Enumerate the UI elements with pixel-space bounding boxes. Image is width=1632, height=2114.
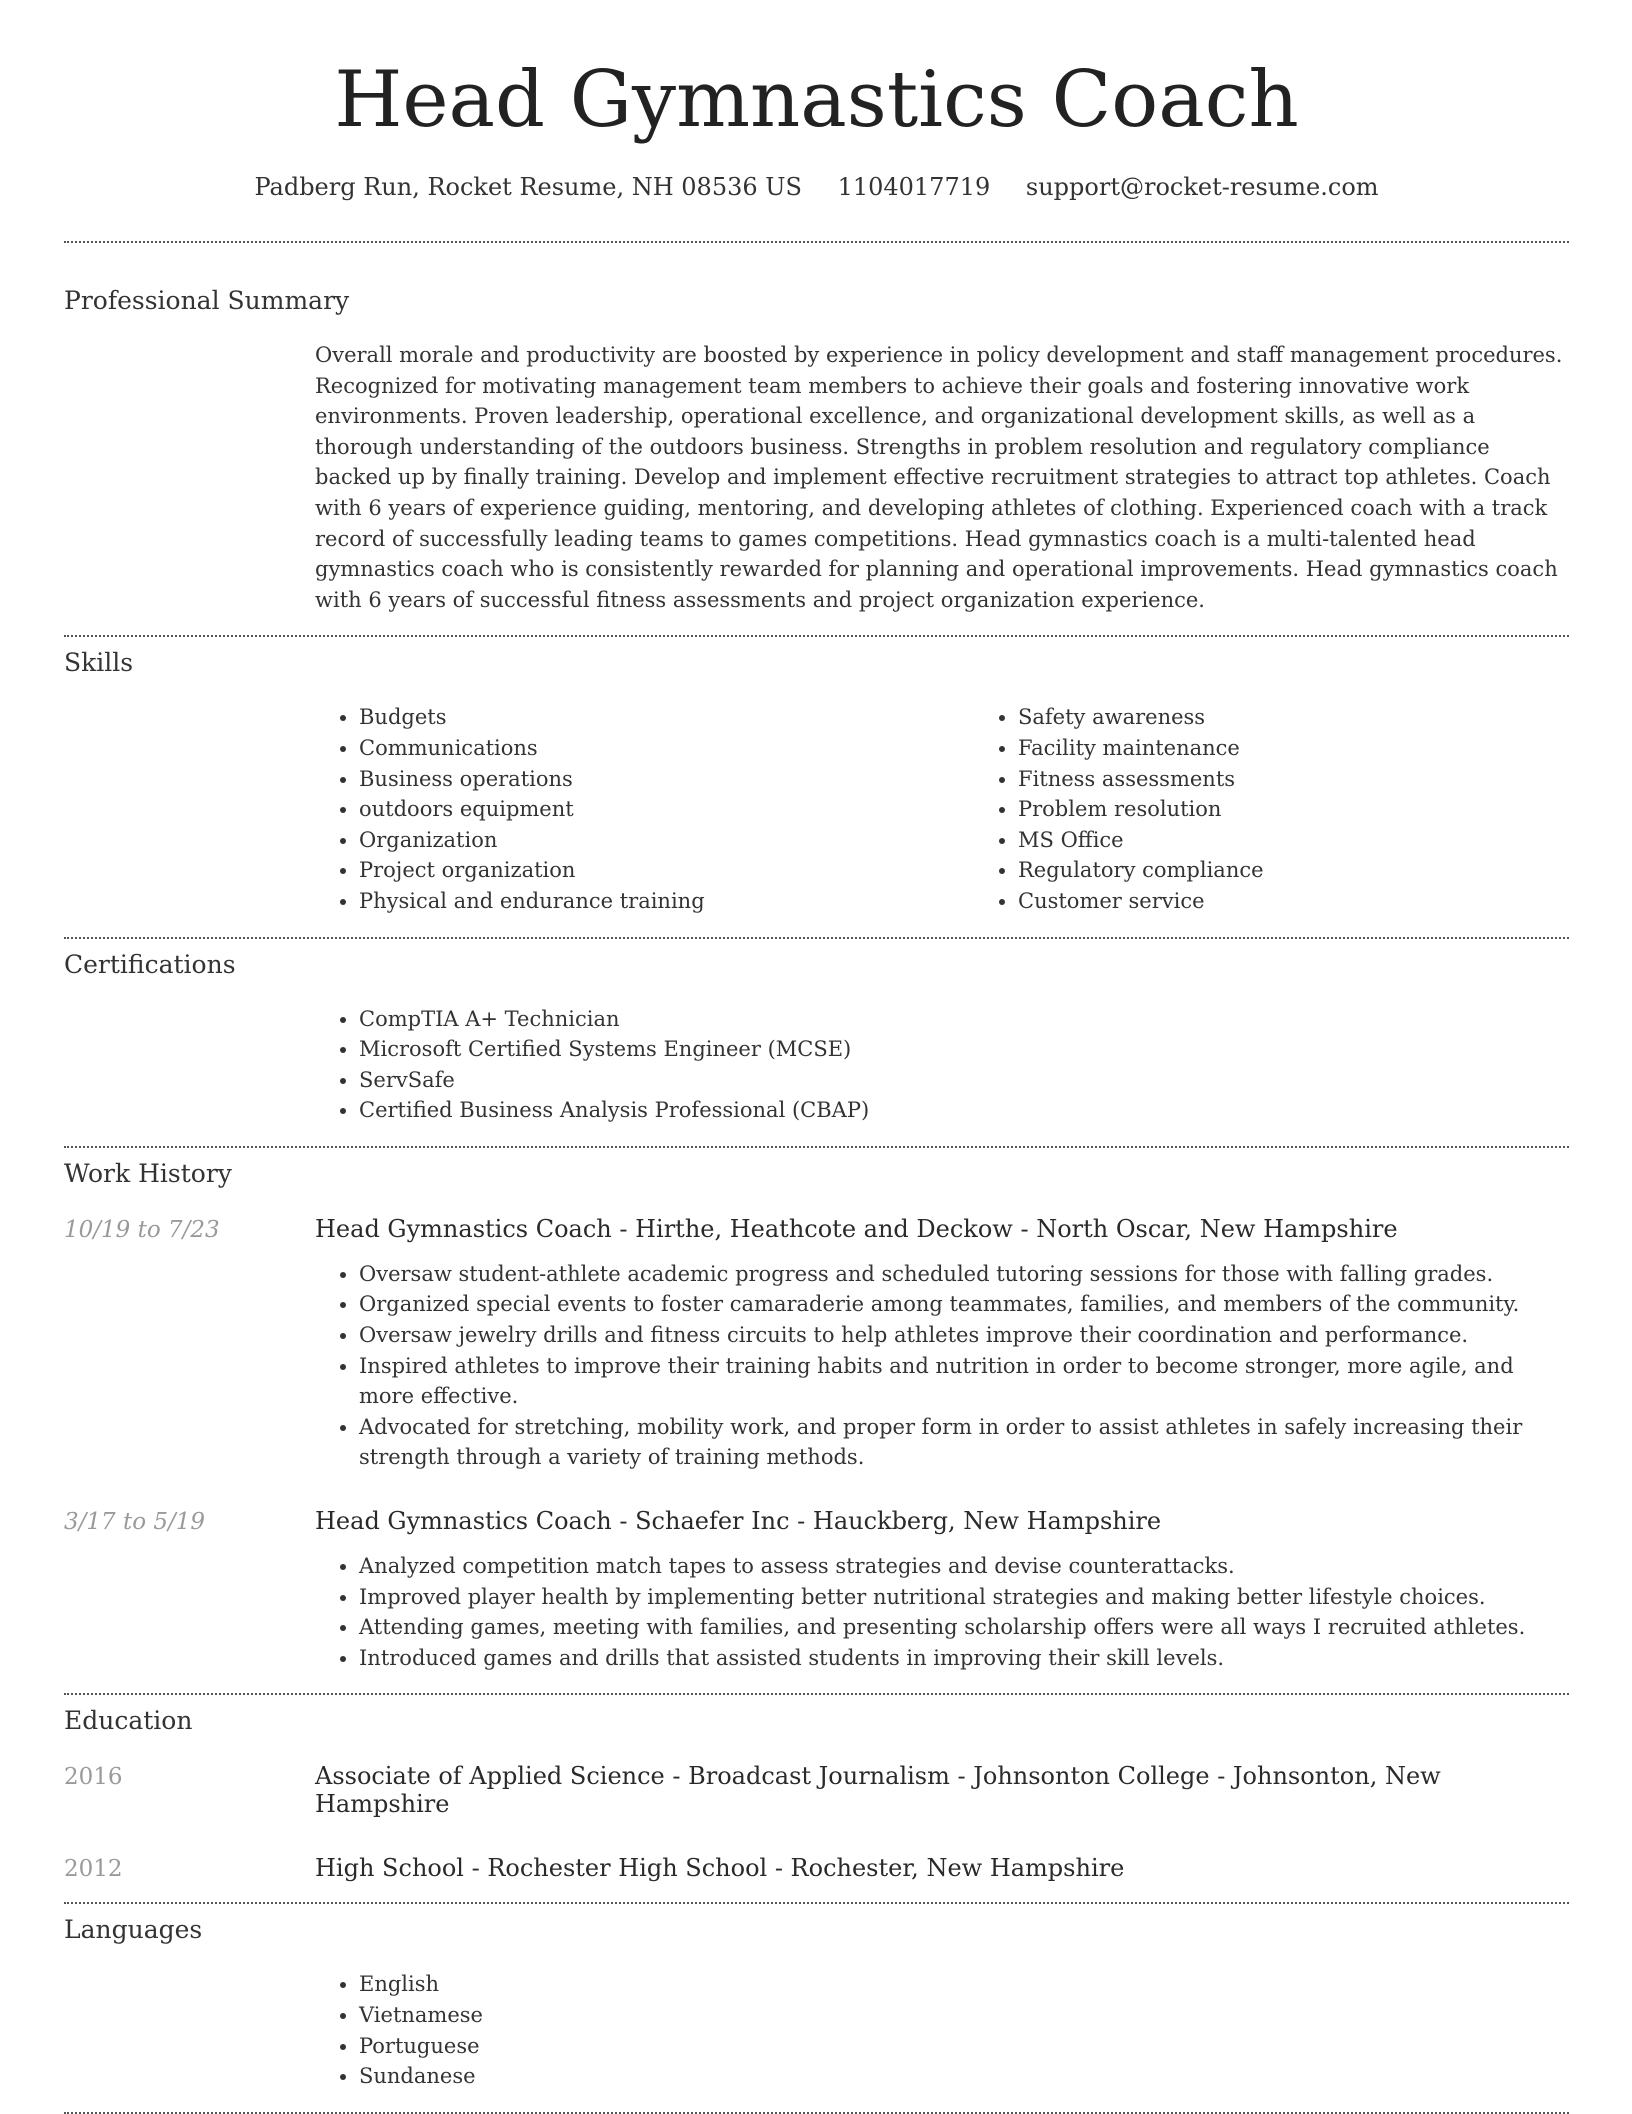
job-bullet: • Improved player health by implementing better nutritional strategies and making better lifestyle choices. [359, 1582, 1569, 1613]
summary-heading: Professional Summary [64, 286, 350, 315]
education-entry [64, 1854, 1569, 1882]
education-heading: Education [64, 1706, 193, 1736]
skill-item: • Physical and endurance training [359, 886, 974, 917]
certification-item: • Microsoft Certified Systems Engineer (MCSE) [359, 1034, 1569, 1065]
skills-list-right [974, 702, 1632, 916]
skill-item: • Organization [359, 825, 974, 856]
job-bullets [315, 1259, 1569, 1473]
education-school: - Rochester High School - Rochester, New Hampshire [463, 1854, 1125, 1883]
languages-heading: Languages [64, 1915, 203, 1945]
languages-content [315, 1969, 1569, 2091]
certifications-heading: Certifications [64, 949, 236, 979]
education-degree: Associate of Applied Science - Broadcast Journalism [315, 1762, 950, 1791]
divider [64, 635, 1569, 637]
job-bullet: • Attending games, meeting with families, and presenting scholarship offers were all ways I recruited athletes. [359, 1612, 1569, 1643]
job-details [315, 1551, 1569, 1673]
language-item: • English [359, 1969, 1569, 2000]
skill-item: • Project organization [359, 855, 974, 886]
education-degree: High School [315, 1854, 464, 1883]
skill-item: • Safety awareness [1018, 702, 1632, 733]
certifications-list [315, 1004, 1569, 1126]
skill-item: • Communications [359, 733, 974, 764]
contact-phone: 1104017719 [837, 173, 991, 201]
job-bullet: • Organized special events to foster camaraderie among teammates, families, and members of the community. [359, 1289, 1569, 1320]
summary-text: Overall morale and productivity are boosted by experience in policy development and staff management procedures. Recognized for motivating management team members to achieve their goals and fostering innovative work environments. Proven leadership, operational excellence, and organizational development skills, as well as a thorough understanding of the outdoors business. Strengths in problem resolution and regulatory compliance backed up by finally training. Develop and implement effective recruitment strategies to attract top athletes. Coach with 6 years of experience guiding, mentoring, and developing athletes of clothing. Experienced coach with a track record of successfully leading teams to games competitions. Head gymnastics coach is a multi-talented head gymnastics coach who is consistently rewarded for planning and operational improvements. Head gymnastics coach with 6 years of successful fitness assessments and project organization experience. [315, 343, 1563, 612]
language-item: • Vietnamese [359, 2000, 1569, 2031]
certifications-content [315, 1004, 1569, 1126]
job-employer: - Schaefer Inc - Hauckberg, New Hampshire [611, 1507, 1162, 1536]
skill-item: • Regulatory compliance [1018, 855, 1632, 886]
education-heading-line [315, 1854, 1124, 1882]
job-bullet: • Oversaw student-athlete academic progress and scheduled tutoring sessions for those with falling grades. [359, 1259, 1569, 1290]
skills-list-left [315, 702, 974, 916]
contact-address: Padberg Run, Rocket Resume, NH 08536 US [254, 173, 802, 201]
contact-email: support@rocket-resume.com [1025, 173, 1379, 201]
skills-grid [315, 702, 1569, 916]
job-dates: 10/19 to 7/23 [64, 1216, 220, 1243]
job-title: Head Gymnastics Coach [315, 1507, 612, 1536]
certification-item: • ServSafe [359, 1065, 1569, 1096]
language-item: • Portuguese [359, 2031, 1569, 2062]
education-year: 2012 [64, 1856, 123, 1883]
divider [64, 1146, 1569, 1148]
skill-item: • Budgets [359, 702, 974, 733]
skill-item: • Problem resolution [1018, 794, 1632, 825]
skill-item: • Fitness assessments [1018, 764, 1632, 795]
job-entry-header [64, 1507, 1569, 1535]
divider [64, 1902, 1569, 1904]
job-bullet: • Introduced games and drills that assisted students in improving their skill levels. [359, 1643, 1569, 1674]
languages-list [315, 1969, 1569, 2091]
job-dates: 3/17 to 5/19 [64, 1509, 206, 1536]
job-bullet: • Inspired athletes to improve their training habits and nutrition in order to become stronger, more agile, and more effective. [359, 1351, 1569, 1412]
education-year: 2016 [64, 1764, 123, 1791]
language-item: • Sundanese [359, 2061, 1569, 2092]
work-heading: Work History [64, 1158, 232, 1188]
education-entry [64, 1762, 1569, 1818]
job-employer: - Hirthe, Heathcote and Deckow - North Oscar, New Hampshire [611, 1214, 1398, 1243]
skill-item: • outdoors equipment [359, 794, 974, 825]
job-heading [315, 1507, 1161, 1535]
job-details [315, 1259, 1569, 1473]
job-entry-header [64, 1215, 1569, 1243]
divider [64, 241, 1569, 243]
skills-heading: Skills [64, 648, 134, 678]
divider [64, 2112, 1569, 2114]
job-bullet: • Advocated for stretching, mobility work, and proper form in order to assist athletes in safely increasing their strength through a variety of training methods. [359, 1412, 1569, 1473]
skill-item: • Facility maintenance [1018, 733, 1632, 764]
skill-item: • Customer service [1018, 886, 1632, 917]
education-school: - Johnsonton College - Johnsonton, New Hampshire [315, 1762, 1441, 1819]
resume-page [64, 0, 1569, 2114]
job-bullet: • Oversaw jewelry drills and fitness circuits to help athletes improve their coordination and performance. [359, 1320, 1569, 1351]
job-bullet: • Analyzed competition match tapes to assess strategies and devise counterattacks. [359, 1551, 1569, 1582]
divider [64, 937, 1569, 939]
divider [64, 1693, 1569, 1695]
contact-line [64, 172, 1569, 202]
resume-title: Head Gymnastics Coach [334, 55, 1299, 145]
certification-item: • Certified Business Analysis Professional (CBAP) [359, 1095, 1569, 1126]
job-title: Head Gymnastics Coach [315, 1214, 612, 1243]
education-heading-line [315, 1762, 1569, 1818]
certification-item: • CompTIA A+ Technician [359, 1004, 1569, 1035]
skill-item: • MS Office [1018, 825, 1632, 856]
skill-item: • Business operations [359, 764, 974, 795]
job-heading [315, 1215, 1398, 1243]
job-bullets [315, 1551, 1569, 1673]
